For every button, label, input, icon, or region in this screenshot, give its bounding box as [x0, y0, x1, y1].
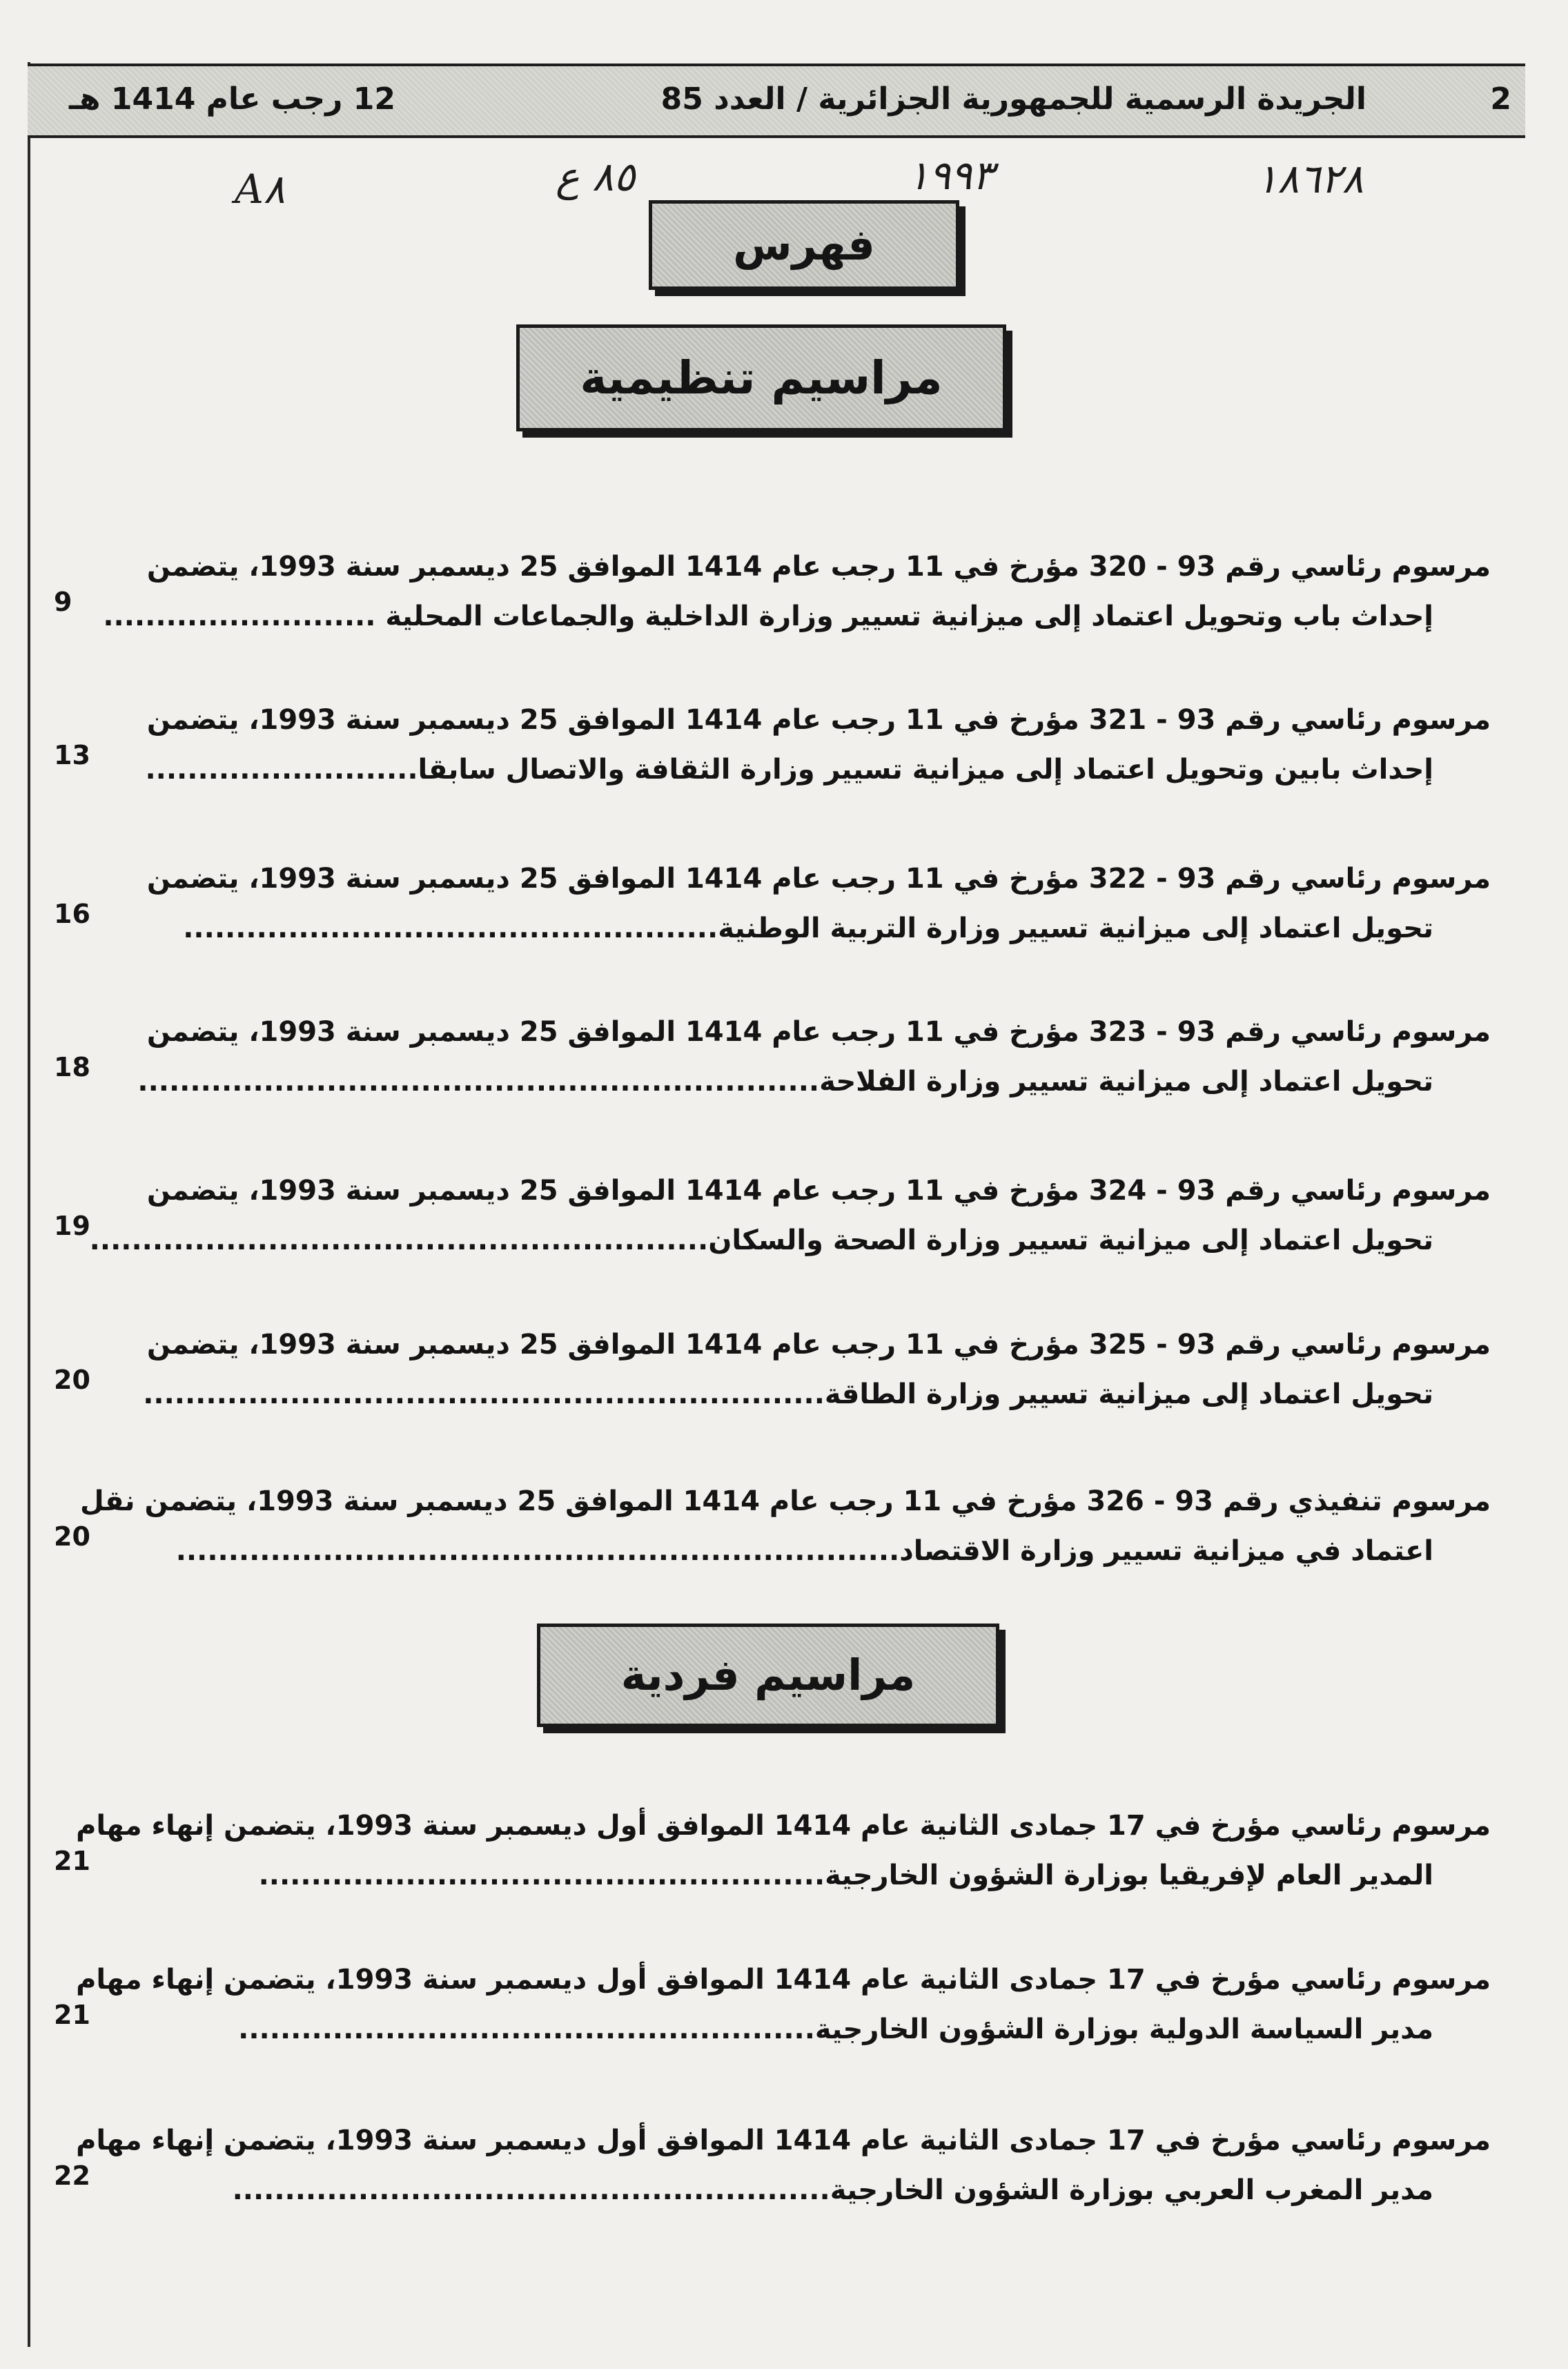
- toc-entry: [0, 551, 1568, 675]
- entry-line-2: تحويل اعتماد إلى ميزانية تسيير وزارة الطاقة.................................................................: [143, 1378, 1433, 1410]
- entry-page-number: 21: [54, 1846, 90, 1876]
- section-title-individual: مراسيم فردية: [537, 1624, 999, 1727]
- entry-line-1: مرسوم رئاسي رقم 93 - 323 مؤرخ في 11 رجب عام 1414 الموافق 25 ديسمبر سنة 1993، يتضمن: [146, 1016, 1491, 1048]
- handwritten-mark: ١٨٦٢٨: [1256, 155, 1364, 202]
- toc-entry: [0, 1175, 1568, 1299]
- entry-page-number: 20: [54, 1365, 90, 1395]
- entry-line-2: مدير السياسة الدولية بوزارة الشؤون الخارجية.......................................................: [238, 2014, 1433, 2045]
- entry-page-number: 22: [54, 2161, 90, 2191]
- entry-line-2: إحداث باب وتحويل اعتماد إلى ميزانية تسيير وزارة الداخلية والجماعات المحلية ..........................: [103, 601, 1433, 632]
- entry-page-number: 19: [54, 1211, 90, 1241]
- toc-entry: [0, 2125, 1568, 2249]
- entry-line-1: مرسوم رئاسي رقم 93 - 320 مؤرخ في 11 رجب عام 1414 الموافق 25 ديسمبر سنة 1993، يتضمن: [146, 551, 1491, 583]
- entry-page-number: 13: [54, 740, 90, 770]
- entry-line-2: تحويل اعتماد إلى ميزانية تسيير وزارة الصحة والسكان...........................................................: [89, 1225, 1433, 1256]
- entry-line-1: مرسوم رئاسي رقم 93 - 324 مؤرخ في 11 رجب عام 1414 الموافق 25 ديسمبر سنة 1993، يتضمن: [146, 1175, 1491, 1207]
- entry-line-2: إحداث بابين وتحويل اعتماد إلى ميزانية تسيير وزارة الثقافة والاتصال سابقا..........................: [145, 754, 1433, 786]
- entry-page-number: 16: [54, 899, 90, 929]
- entry-line-1: مرسوم رئاسي مؤرخ في 17 جمادى الثانية عام 1414 الموافق أول ديسمبر سنة 1993، يتضمن إنهاء مهام: [76, 2125, 1491, 2156]
- page-header: [28, 64, 1525, 138]
- entry-line-1: مرسوم رئاسي رقم 93 - 325 مؤرخ في 11 رجب عام 1414 الموافق 25 ديسمبر سنة 1993، يتضمن: [146, 1329, 1491, 1361]
- section-title-regulatory: مراسيم تنظيمية: [516, 324, 1006, 431]
- toc-entry: [0, 1329, 1568, 1453]
- entry-line-2: اعتماد في ميزانية تسيير وزارة الاقتصاد.....................................................................: [175, 1535, 1433, 1567]
- entry-line-2: تحويل اعتماد إلى ميزانية تسيير وزارة الفلاحة.................................................................: [137, 1066, 1433, 1098]
- entry-page-number: 20: [54, 1521, 90, 1552]
- header-publication-title: الجريدة الرسمية للجمهورية الجزائرية / العدد 85: [660, 81, 1366, 117]
- entry-line-2: مدير المغرب العربي بوزارة الشؤون الخارجية.........................................................: [232, 2174, 1433, 2206]
- handwritten-mark: ١٩٩٣: [908, 152, 994, 199]
- toc-entry: [0, 1485, 1568, 1610]
- toc-entry: [0, 1964, 1568, 2088]
- entry-line-2: تحويل اعتماد إلى ميزانية تسيير وزارة التربية الوطنية...................................................: [183, 913, 1433, 944]
- toc-title: فهرس: [649, 200, 959, 290]
- entry-line-2: المدير العام لإفريقيا بوزارة الشؤون الخارجية......................................................: [258, 1860, 1433, 1891]
- entry-line-1: مرسوم رئاسي مؤرخ في 17 جمادى الثانية عام 1414 الموافق أول ديسمبر سنة 1993، يتضمن إنهاء مهام: [76, 1964, 1491, 1996]
- toc-entry: [0, 704, 1568, 828]
- entry-line-1: مرسوم رئاسي رقم 93 - 322 مؤرخ في 11 رجب عام 1414 الموافق 25 ديسمبر سنة 1993، يتضمن: [146, 863, 1491, 895]
- handwritten-mark: ٨٥ ع: [556, 153, 636, 200]
- header-page-number: 2: [1490, 81, 1511, 117]
- toc-entry: [0, 1016, 1568, 1140]
- toc-entry: [0, 1810, 1568, 1934]
- header-date: 12 رجب عام 1414 هـ: [69, 81, 395, 117]
- toc-entry: [0, 863, 1568, 987]
- entry-page-number: 21: [54, 2000, 90, 2030]
- entry-line-1: مرسوم رئاسي رقم 93 - 321 مؤرخ في 11 رجب عام 1414 الموافق 25 ديسمبر سنة 1993، يتضمن: [146, 704, 1491, 736]
- entry-line-1: مرسوم تنفيذي رقم 93 - 326 مؤرخ في 11 رجب عام 1414 الموافق 25 ديسمبر سنة 1993، يتضمن نقل: [80, 1485, 1491, 1517]
- entry-line-1: مرسوم رئاسي مؤرخ في 17 جمادى الثانية عام 1414 الموافق أول ديسمبر سنة 1993، يتضمن إنهاء مهام: [76, 1810, 1491, 1842]
- handwritten-mark: A٨: [235, 166, 286, 213]
- entry-page-number: 9: [54, 587, 72, 617]
- entry-page-number: 18: [54, 1052, 90, 1082]
